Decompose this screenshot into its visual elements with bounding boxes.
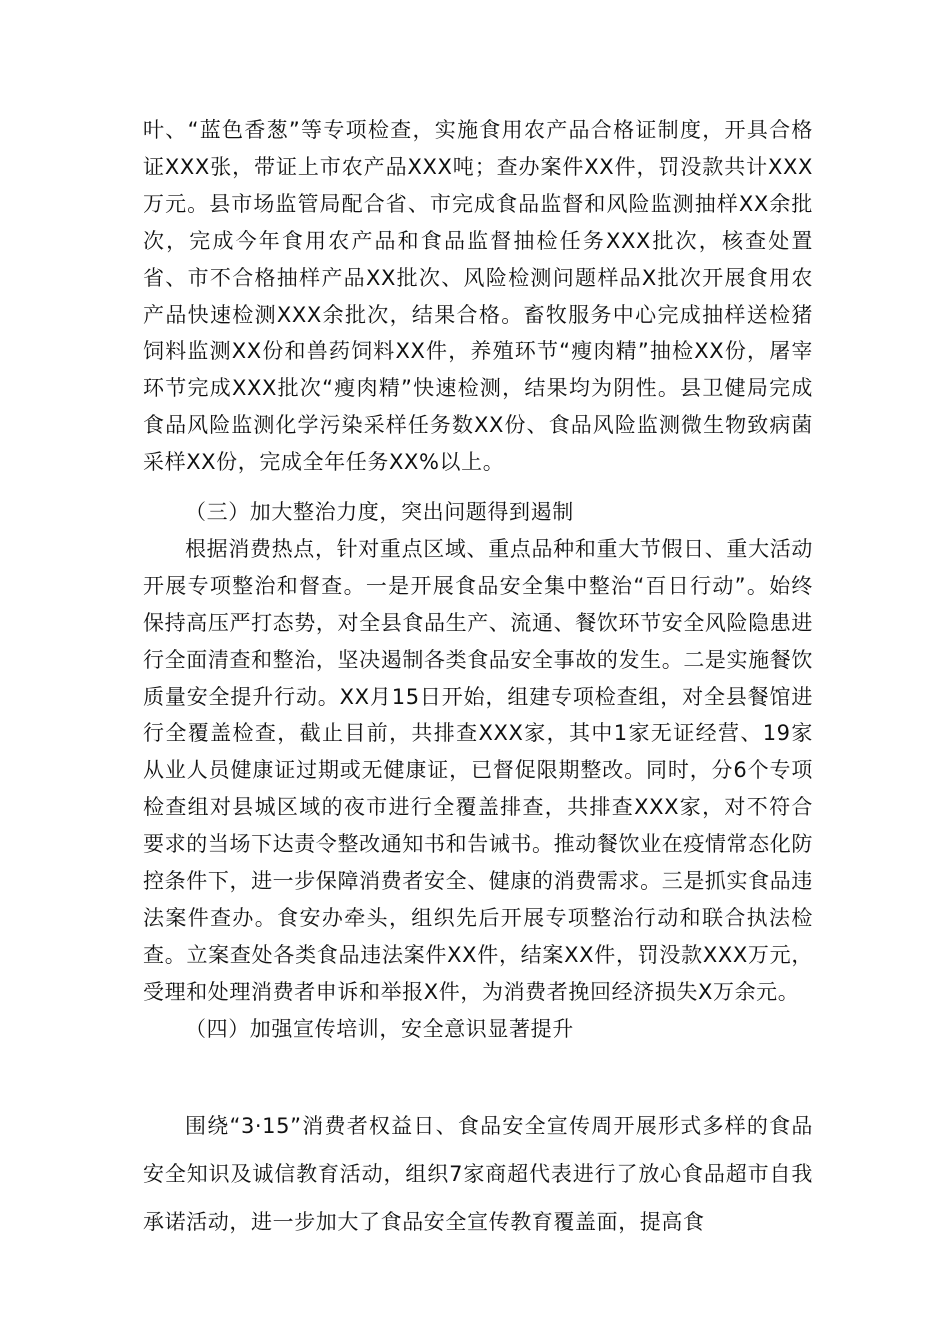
- section-rectification: [143, 494, 813, 1048]
- paragraph-publicity: 围绕“3·15”消费者权益日、食品安全宣传周开展形式多样的食品安全知识及诚信教育活动，组织7家商超代表进行了放心食品超市自我承诺活动，进一步加大了食品安全宣传教育覆盖面，提高食: [143, 1114, 813, 1234]
- section-heading-4: （四）加强宣传培训，安全意识显著提升: [185, 1016, 574, 1041]
- section-publicity: [143, 1102, 813, 1246]
- body-text-section: [143, 112, 813, 481]
- paragraph-rectification: 根据消费热点，针对重点区域、重点品种和重大节假日、重大活动开展专项整治和督查。一是开展食品安全集中整治“百日行动”。始终保持高压严打态势，对全县食品生产、流通、餐饮环节安全风险隐患进行全面清查和整治，坚决遏制各类食品安全事故的发生。二是实施餐饮质量安全提升行动。XX月15日开始，组建专项检查组，对全县餐馆进行全覆盖检查，截止目前，共排查XXX家，其中1家无证经营、19家从业人员健康证过期或无健康证，已督促限期整改。同时，分6个专项检查组对县城区域的夜市进行全覆盖排查，共排查XXX家，对不符合要求的当场下达责令整改通知书和告诫书。推动餐饮业在疫情常态化防控条件下，进一步保障消费者安全、健康的消费需求。三是抓实食品违法案件查办。食安办牵头，组织先后开展专项整治行动和联合执法检查。立案查处各类食品违法案件XX件，结案XX件，罚没款XXX万元，受理和处理消费者申诉和举报X件，为消费者挽回经济损失X万余元。: [143, 536, 813, 1004]
- paragraph-food-inspection: 叶、“蓝色香葱”等专项检查，实施食用农产品合格证制度，开具合格证XXX张，带证上市农产品XXX吨；查办案件XX件，罚没款共计XXX万元。县市场监管局配合省、市完成食品监督和风险监测抽样XX余批次，完成今年食用农产品和食品监督抽检任务XXX批次，核查处置省、市不合格抽样产品XX批次、风险检测问题样品X批次开展食用农产品快速检测XXX余批次，结果合格。畜牧服务中心完成抽样送检猪饲料监测XX份和兽药饲料XX件，养殖环节“瘦肉精”抽检XX份，屠宰环节完成XXX批次“瘦肉精”快速检测，结果均为阴性。县卫健局完成食品风险监测化学污染采样任务数XX份、食品风险监测微生物致病菌采样XX份，完成全年任务XX%以上。: [143, 118, 813, 475]
- section-heading-3: （三）加大整治力度，突出问题得到遏制: [185, 500, 574, 524]
